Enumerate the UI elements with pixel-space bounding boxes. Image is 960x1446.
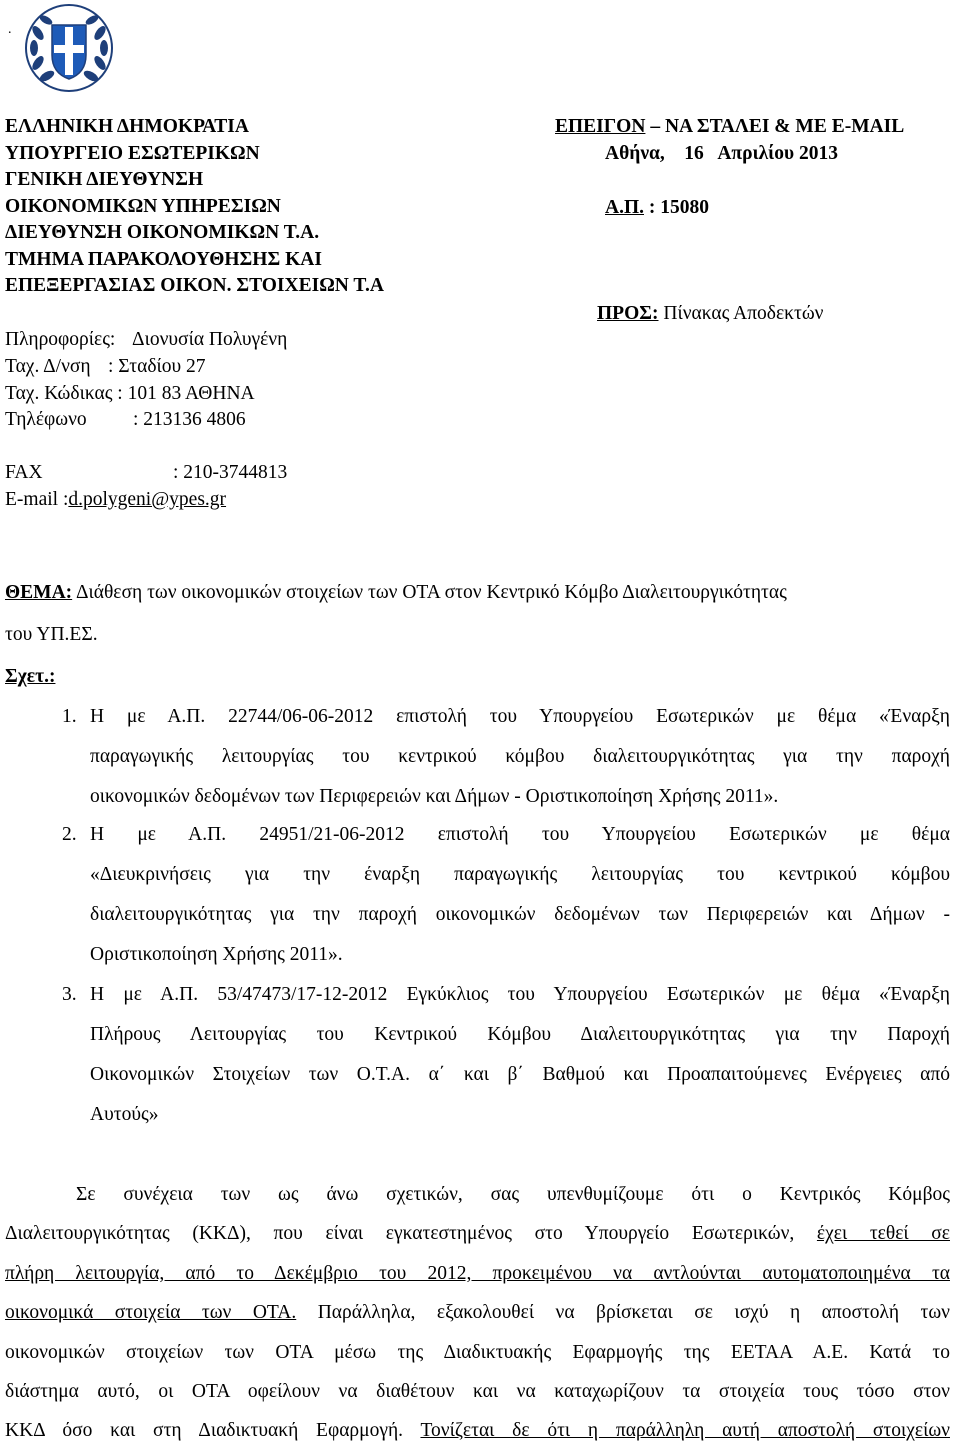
subject-text: Διάθεση των οικονομικών στοιχείων των ΟΤΑ στον Κεντρικό Κόμβο Διαλειτουργικότητας xyxy=(72,582,787,603)
postal-label: Ταχ. Κώδικας xyxy=(5,383,113,404)
reference-1-line: οικονομικών δεδομένων των Περιφερειών και Δήμων - Οριστικοποίηση Χρήσης 2011». xyxy=(90,786,779,807)
urgent-prefix: ΕΠΕΙΓΟΝ xyxy=(555,116,646,137)
reference-2-line: Οριστικοποίηση Χρήσης 2011». xyxy=(90,944,343,965)
reference-3-line: Η με Α.Π. 53/47473/17-12-2012 Εγκύκλιος του Υπουργείου Εσωτερικών με θέμα «Έναρξη xyxy=(90,984,950,1005)
subject-line-2: του ΥΠ.ΕΣ. xyxy=(5,624,98,645)
info-value: Διονυσία Πολυγένη xyxy=(132,329,288,350)
header-ministry-block xyxy=(5,114,384,300)
protocol-number xyxy=(605,195,709,222)
reference-1-line: παραγωγικής λειτουργίας του κεντρικού κόμβου διαλειτουργικότητας για την παροχή xyxy=(90,746,950,767)
urgent-rest: – ΝΑ ΣΤΑΛΕΙ & ΜΕ E-MAIL xyxy=(645,116,905,137)
address-row xyxy=(5,354,206,381)
header-line: ΟΙΚΟΝΟΜΙΚΩΝ ΥΠΗΡΕΣΙΩΝ xyxy=(5,195,281,217)
phone-label: Τηλέφωνο xyxy=(5,409,87,430)
phone-value: : 213136 4806 xyxy=(133,409,246,430)
reference-1-line: Η με Α.Π. 22744/06-06-2012 επιστολή του Υπουργείου Εσωτερικών με θέμα «Έναρξη xyxy=(90,706,950,727)
phone-row xyxy=(5,407,246,434)
top-dot: . xyxy=(8,22,12,37)
reference-3-line: Αυτούς» xyxy=(90,1104,159,1125)
reference-3-line: Οικονομικών Στοιχείων των Ο.Τ.Α. α΄ και β΄ Βαθμού και Προαπαιτούμενες Ενέργειες από xyxy=(90,1064,950,1085)
fax-row xyxy=(5,460,287,487)
reference-2-line: «Διευκρινήσεις για την έναρξη παραγωγικής λειτουργίας του κεντρικού κόμβου xyxy=(90,864,950,885)
fax-value: : 210-3744813 xyxy=(173,462,288,483)
body-line: διάστημα αυτό, οι ΟΤΑ οφείλουν να διαθέτουν και να καταχωρίζουν τα στοιχεία τους τόσο στον xyxy=(5,1381,950,1402)
info-label: Πληροφορίες: xyxy=(5,329,116,350)
recipient-value: Πίνακας Αποδεκτών xyxy=(658,303,824,324)
body-emphasis: Τονίζεται δε ότι η παράλληλη αυτή αποστολή στοιχείων xyxy=(420,1420,950,1441)
header-line: ΕΛΛΗΝΙΚΗ ΔΗΜΟΚΡΑΤΙΑ xyxy=(5,116,249,137)
header-line: ΥΠΟΥΡΓΕΙΟ ΕΣΩΤΕΡΙΚΩΝ xyxy=(5,142,260,164)
header-line: ΓΕΝΙΚΗ ΔΙΕΥΘΥΝΣΗ xyxy=(5,169,204,190)
body-text: Διαλειτουργικότητας (ΚΚΔ), που είναι εγκατεστημένος στο Υπουργείο Εσωτερικών, xyxy=(5,1223,817,1244)
email-label: E-mail : xyxy=(5,489,69,510)
references-label: Σχετ.: xyxy=(5,666,56,687)
reference-number: 3. xyxy=(62,984,77,1005)
protocol-label: Α.Π. xyxy=(605,197,644,218)
reference-2-line: διαλειτουργικότητας για την παροχή οικονομικών δεδομένων των Περιφερειών και Δήμων - xyxy=(90,904,950,925)
address-label: Ταχ. Δ/νση xyxy=(5,356,91,377)
postal-value: : 101 83 ΑΘΗΝΑ xyxy=(117,383,255,404)
date-line: Αθήνα, 16 Απριλίου 2013 xyxy=(605,143,838,164)
reference-number: 1. xyxy=(62,706,77,727)
email-row xyxy=(5,487,226,514)
body-text: ΚΚΔ όσο και στη Διαδικτυακή Εφαρμογή. xyxy=(5,1420,421,1441)
body-emphasis: οικονομικά στοιχεία των ΟΤΑ. xyxy=(5,1302,297,1323)
postal-row xyxy=(5,381,255,408)
fax-label: FAX xyxy=(5,462,43,483)
contact-info-row xyxy=(5,327,287,354)
body-line xyxy=(5,1300,950,1326)
recipient-line xyxy=(597,301,824,328)
body-line xyxy=(5,1221,950,1247)
reference-2-line: Η με Α.Π. 24951/21-06-2012 επιστολή του Υπουργείου Εσωτερικών με θέμα xyxy=(90,824,950,845)
recipient-label: ΠΡΟΣ: xyxy=(597,303,659,324)
header-line: ΤΜΗΜΑ ΠΑΡΑΚΟΛΟΥΘΗΣΗΣ ΚΑΙ xyxy=(5,248,322,270)
subject-label: ΘΕΜΑ: xyxy=(5,582,73,603)
body-line xyxy=(5,1418,950,1444)
protocol-value: : 15080 xyxy=(644,197,709,218)
address-value: : Σταδίου 27 xyxy=(108,356,206,377)
urgent-line xyxy=(555,114,904,141)
subject-line xyxy=(5,580,787,606)
header-line: ΔΙΕΥΘΥΝΣΗ ΟΙΚΟΝΟΜΙΚΩΝ Τ.Α. xyxy=(5,222,320,243)
reference-number: 2. xyxy=(62,824,77,845)
body-text: Παράλληλα, εξακολουθεί να βρίσκεται σε ισχύ η αποστολή των xyxy=(296,1302,950,1323)
body-line: Σε συνέχεια των ως άνω σχετικών, σας υπενθυμίζουμε ότι ο Κεντρικός Κόμβος xyxy=(76,1184,950,1205)
body-line: πλήρη λειτουργία, από το Δεκέμβριο του 2012, προκειμένου να αντλούνται αυτοματοποιημένα τα xyxy=(5,1263,950,1284)
greek-emblem-icon xyxy=(24,3,114,93)
email-link[interactable]: d.polygeni@ypes.gr xyxy=(68,489,227,510)
reference-3-line: Πλήρους Λειτουργίας του Κεντρικού Κόμβου Διαλειτουργικότητας για την Παροχή xyxy=(90,1024,950,1045)
header-line: ΕΠΕΞΕΡΓΑΣΙΑΣ ΟΙΚΟΝ. ΣΤΟΙΧΕΙΩΝ Τ.Α xyxy=(5,275,384,296)
body-line: οικονομικών στοιχείων των ΟΤΑ μέσω της Διαδικτυακής Εφαρμογής της ΕΕΤΑΑ Α.Ε. Κατά το xyxy=(5,1342,950,1363)
body-emphasis: έχει τεθεί σε xyxy=(816,1223,950,1244)
